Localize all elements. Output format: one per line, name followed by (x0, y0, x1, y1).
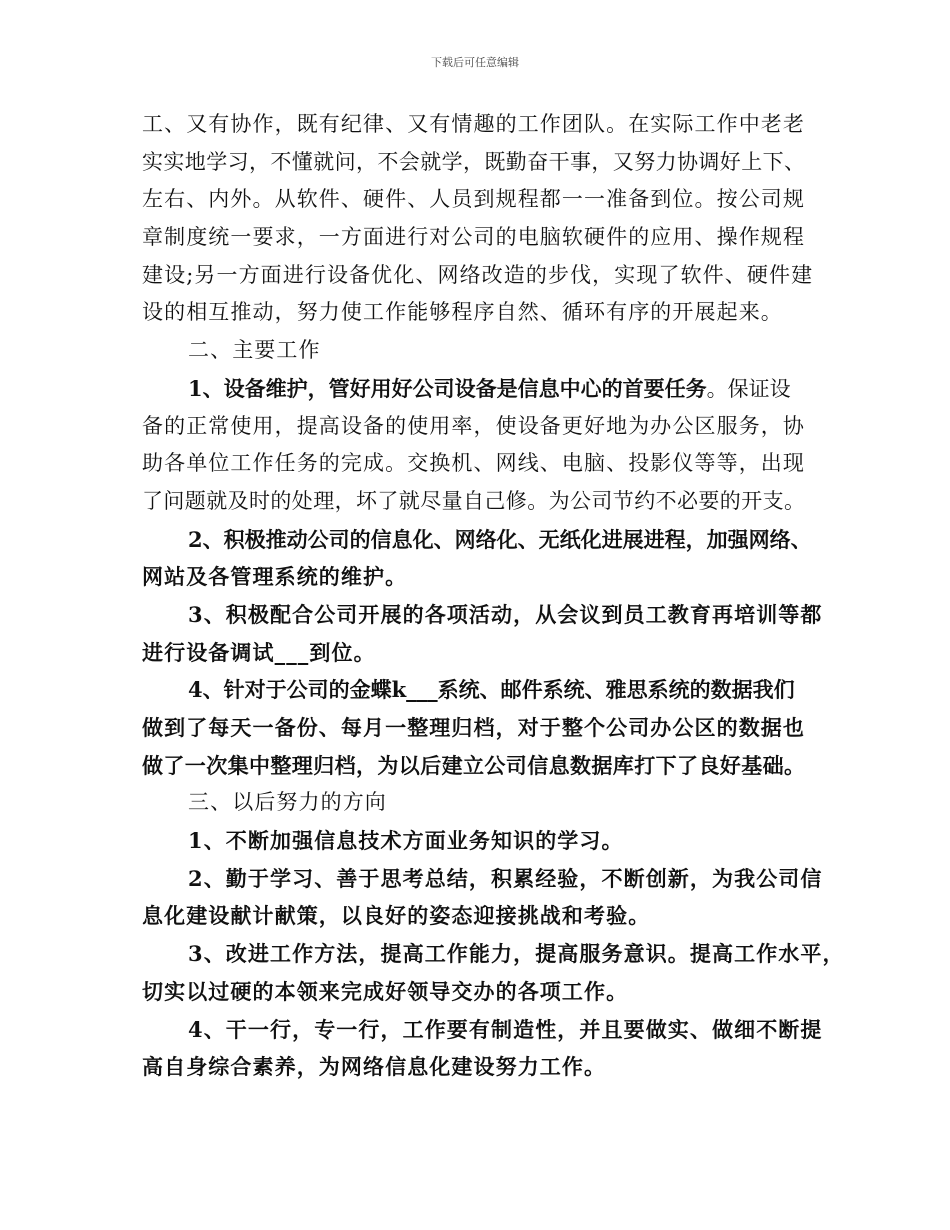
section-heading: 三、以后努力的方向 (188, 790, 387, 815)
paragraph-line: 做到了每天一备份、每月一整理归档，对于整个公司办公区的数据也 (142, 715, 805, 740)
paragraph-line: 高自身综合素养，为网络信息化建设努力工作。 (142, 1054, 607, 1080)
paragraph-line: 3、改进工作方法，提高工作能力，提高服务意识。提高工作水平， (188, 941, 845, 967)
paragraph-line: 进行设备调试___到位。 (142, 639, 376, 665)
paragraph-line: 了问题就及时的处理，坏了就尽量自己修。为公司节约不必要的开支。 (142, 488, 806, 513)
paragraph-line: 2、勤于学习、善于思考总结，积累经验，不断创新，为我公司信 (188, 865, 823, 891)
paragraph-line: 做了一次集中整理归档，为以后建立公司信息数据库打下了良好基础。 (142, 752, 806, 778)
paragraph-line: 切实以过硬的本领来完成好领导交办的各项工作。 (142, 978, 629, 1004)
paragraph-line: 息化建设献计献策，以良好的姿态迎接挑战和考验。 (142, 903, 651, 929)
document-body (142, 106, 845, 1086)
paragraph-line: 备的正常使用，提高设备的使用率，使设备更好地为办公区服务，协 (142, 413, 805, 438)
paragraph-line: 左右、内外。从软件、硬件、人员到规程都一一准备到位。按公司规 (142, 187, 805, 212)
paragraph-line: 1、不断加强信息技术方面业务知识的学习。 (188, 828, 624, 854)
paragraph-line (142, 370, 826, 408)
paragraph-line: 工、又有协作，既有纪律、又有情趣的工作团队。在实际工作中老老 (142, 112, 805, 136)
paragraph-line: 网站及各管理系统的维护。 (142, 564, 408, 590)
paragraph-line: 实实地学习，不懂就问，不会就学，既勤奋干事，又努力协调好上下、 (142, 149, 806, 174)
bold-lead: 1、设备维护，管好用好公司设备是信息中心的首要任务 (188, 375, 707, 401)
page-header: 下载后可任意编辑 (431, 56, 519, 69)
section-heading: 二、主要工作 (188, 338, 321, 363)
paragraph-line: 章制度统一要求，一方面进行对公司的电脑软硬件的应用、操作规程 (142, 225, 805, 250)
paragraph-line: 助各单位工作任务的完成。交换机、网线、电脑、投影仪等等，出现 (142, 451, 805, 476)
paragraph-line: 4、针对于公司的金蝶k___系统、邮件系统、雅思系统的数据我们 (188, 677, 795, 703)
paragraph-line: 4、干一行，专一行，工作要有制造性，并且要做实、做细不断提 (188, 1016, 823, 1042)
paragraph-line: 3、积极配合公司开展的各项活动，从会议到员工教育再培训等都 (188, 601, 823, 627)
paragraph-line: 2、积极推动公司的信息化、网络化、无纸化进展进程，加强网络、 (188, 526, 812, 552)
paragraph-continuation: 。保证设 (706, 376, 791, 401)
paragraph-line: 建设;另一方面进行设备优化、网络改造的步伐，实现了软件、硬件建 (142, 262, 814, 287)
paragraph-line: 设的相互推动，努力使工作能够程序自然、循环有序的开展起来。 (142, 300, 783, 325)
